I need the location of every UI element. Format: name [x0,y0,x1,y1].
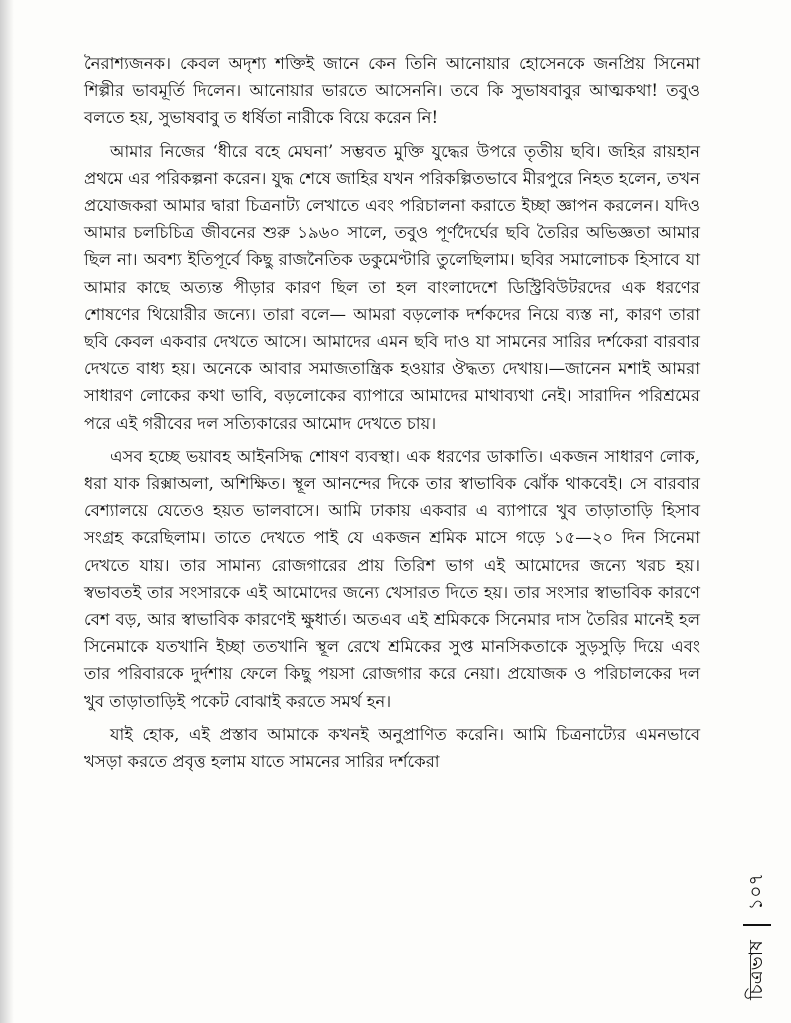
book-title: চিত্রভাষ [745,940,767,1000]
running-header [742,873,774,1000]
body-text [84,50,700,781]
paragraph-2: আমার নিজের ‘ধীরে বহে মেঘনা’ সম্ভবত মুক্তি যুদ্ধের উপরে তৃতীয় ছবি। জহির রায়হান প্রথমে এর পরিকল্পনা করেন। যুদ্ধ শেষে জাহির যখন পরিকল্পিতভাবে মীরপুরে নিহত হলেন, তখন প্রযোজকরা আমার দ্বারা চিত্রনাট্য লেখাতে এবং পরিচালনা করাতে ইচ্ছা জ্ঞাপন করলেন। যদিও আমার চলচিচিত্র জীবনের শুরু ১৯৬০ সালে, তবুও পূর্ণদৈর্ঘের ছবি তৈরির অভিজ্ঞতা আমার ছিল না। অবশ্য ইতিপূর্বে কিছু রাজনৈতিক ডকুমেণ্টারি তুলেছিলাম। ছবির সমালোচক হিসাবে যা আমার কাছে অত্যন্ত পীড়ার কারণ ছিল তা হল বাংলাদেশে ডিস্ট্রিবিউটরদের এক ধরণের শোষণের থিয়োরীর জন্যে। তারা বলে— আমরা বড়লোক দর্শকদের নিয়ে ব্যস্ত না, কারণ তারা ছবি কেবল একবার দেখতে আসে। আমাদের এমন ছবি দাও যা সামনের সারির দর্শকেরা বারবার দেখতে বাধ্য হয়। অনেকে আবার সমাজতান্ত্রিক হওয়ার ঔদ্ধত্য দেখায়।—জানেন মশাই আমরা সাধারণ লোকের কথা ভাবি, বড়লোকের ব্যাপারে আমাদের মাথাব্যথা নেই। সারাদিন পরিশ্রমের পরে এই গরীবের দল সত্যিকারের আমোদ দেখতে চায়। [84,141,700,433]
paragraph-3: এসব হচ্ছে ভয়াবহ আইনসিদ্ধ শোষণ ব্যবস্থা। এক ধরণের ডাকাতি। একজন সাধারণ লোক, ধরা যাক রিক্সাঅলা, অশিক্ষিত। স্থূল আনন্দের দিকে তার স্বাভাবিক ঝোঁক থাকবেই। সে বারবার বেশ্যালয়ে যেতেও হয়ত ভালবাসে। আমি ঢাকায় একবার এ ব্যাপারে খুব তাড়াতাড়ি হিসাব সংগ্রহ করেছিলাম। তাতে দেখতে পাই যে একজন শ্রমিক মাসে গড়ে ১৫—২০ দিন সিনেমা দেখতে যায়। তার সামান্য রোজগারের প্রায় তিরিশ ভাগ এই আমোদের জন্যে খরচ হয়। স্বভাবতই তার সংসারকে এই আমোদের জন্যে খেসারত দিতে হয়। তার সংসার স্বাভাবিক কারণে বেশ বড়, আর স্বাভাবিক কারণেই ক্ষুধার্ত। অতএব এই শ্রমিককে সিনেমার দাস তৈরির মানেই হল সিনেমাকে যতখানি ইচ্ছা ততখানি স্থূল রেখে শ্রমিকের সুপ্ত মানসিকতাকে সুড়সুড়ি দিয়ে এবং তার পরিবারকে দুর্দশায় ফেলে কিছু পয়সা রোজগার করে নেয়া। প্রযোজক ও পরিচালকের দল খুব তাড়াতাড়িই পকেট বোঝাই করতে সমর্থ হন। [84,446,700,711]
paragraph-4: যাই হোক, এই প্রস্তাব আমাকে কখনই অনুপ্রাণিত করেনি। আমি চিত্রনাট্যের এমনভাবে খসড়া করতে প্রবৃত্ত হলাম যাতে সামনের সারির দর্শকেরা [84,724,700,772]
page-number: ১০৭ [745,873,767,911]
paragraph-1: নৈরাশ্যজনক। কেবল অদৃশ্য শক্তিই জানে কেন তিনি আনোয়ার হোসেনকে জনপ্রিয় সিনেমা শিল্পীর ভাবমূর্তি দিলেন। আনোয়ার ভারতে আসেননি। তবে কি সুভাষবাবুর আত্মকথা! তবুও বলতে হয়, সুভাষবাবু ত ধর্ষিতা নারীকে বিয়ে করেন নি! [84,54,700,128]
binding-shadow [0,0,14,1023]
header-divider [743,924,771,926]
